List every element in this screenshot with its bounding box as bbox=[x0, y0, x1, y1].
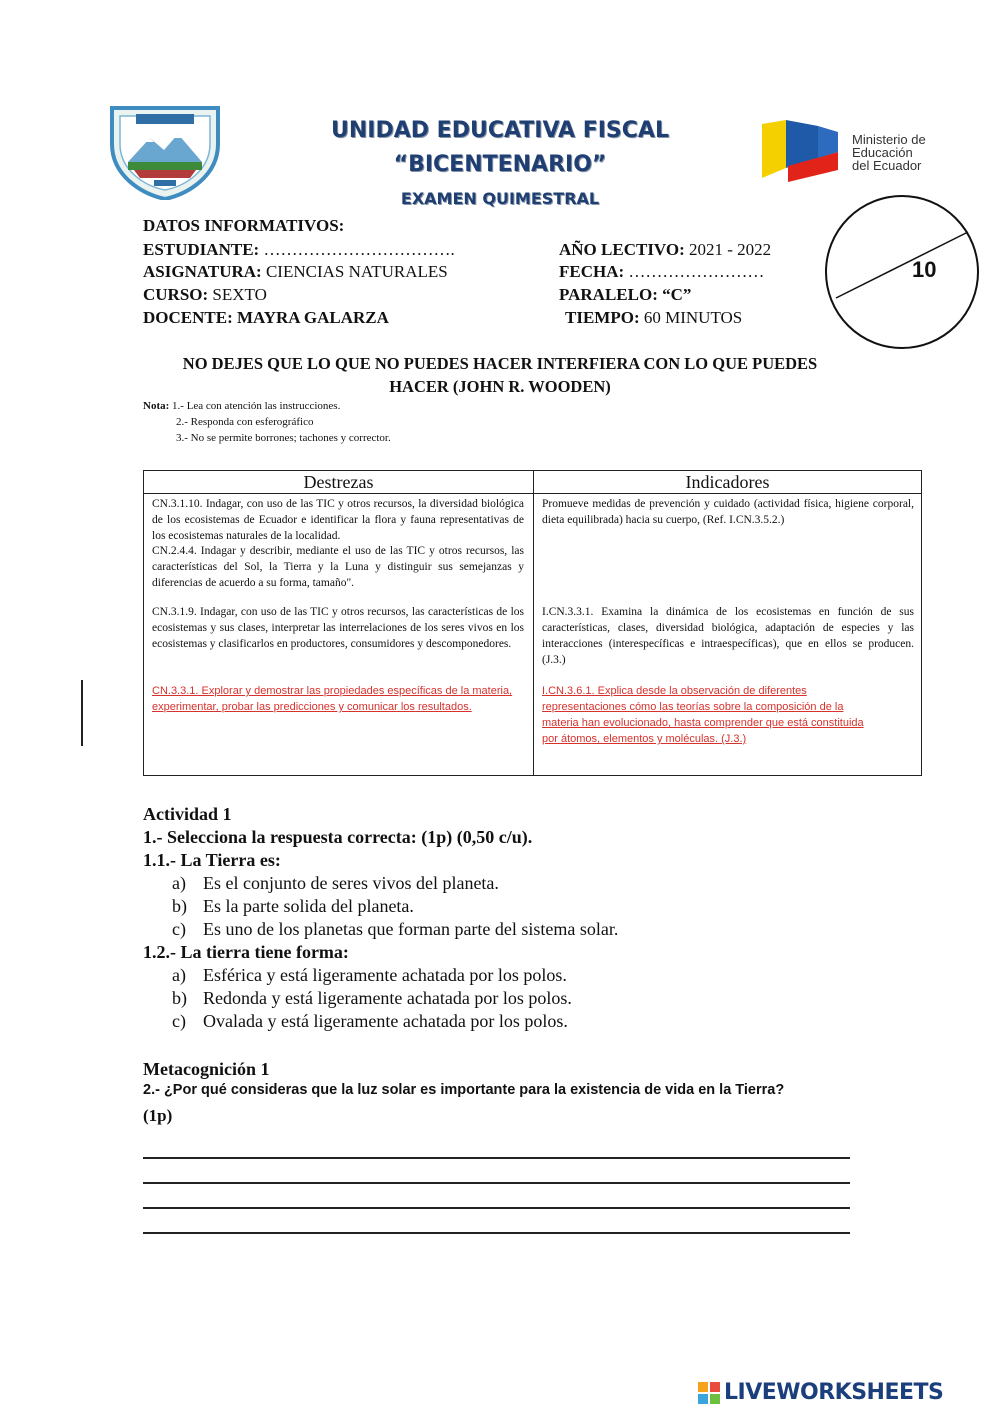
parallel: PARALELO: “C” bbox=[559, 285, 692, 304]
score-total: 10 bbox=[912, 257, 937, 282]
ministry-line: del Ecuador bbox=[852, 158, 922, 173]
indicador-cell: I.CN.3.3.1. Examina la dinámica de los ecosistemas en función de sus características, clases, diversidad biológica, adaptación de especies y las interacciones (interespecíficas e intraespecíficas), que en ellos se producen. (J.3.) bbox=[542, 606, 914, 666]
course: CURSO: SEXTO bbox=[143, 285, 267, 304]
notes-label: Nota: bbox=[143, 400, 170, 412]
notes bbox=[143, 398, 391, 446]
info-section-label: DATOS INFORMATIVOS: bbox=[143, 216, 345, 235]
student-field[interactable]: ESTUDIANTE: ……………………………. bbox=[143, 240, 455, 259]
teacher: DOCENTE: MAYRA GALARZA bbox=[143, 308, 389, 327]
exam-title: EXAMEN QUIMESTRAL bbox=[400, 189, 600, 208]
school-name: UNIDAD EDUCATIVA FISCAL bbox=[331, 118, 669, 143]
option-1-1-b[interactable]: b) Es la parte solida del planeta. bbox=[172, 896, 414, 916]
note-item: 3.- No se permite borrones; tachones y corrector. bbox=[176, 432, 391, 444]
option-1-2-c[interactable]: c) Ovalada y está ligeramente achatada por los polos. bbox=[172, 1011, 568, 1031]
destreza-cell: CN.2.4.4. Indagar y describir, mediante el uso de las TIC y otros recursos, las características del Sol, la Tierra y la Luna y distinguir sus semejanzas y diferencias de acuerdo a su forma, tamaño". bbox=[152, 545, 524, 589]
question-1-1: 1.1.- La Tierra es: bbox=[143, 850, 281, 870]
answer-line[interactable] bbox=[143, 1232, 850, 1234]
question-1-2: 1.2.- La tierra tiene forma: bbox=[143, 942, 349, 962]
question-2: 2.- ¿Por qué consideras que la luz solar es importante para la existencia de vida en la Tierra? bbox=[143, 1082, 785, 1098]
indicador-cell-highlight: I.CN.3.6.1. Explica desde la observación de diferentes representaciones cómo las teorías sobre la composición de la materia han evolucionado, hasta comprender que está constituida por átomos, elementos y moléculas. (J.3.) bbox=[542, 685, 864, 745]
destreza-cell: CN.3.1.9. Indagar, con uso de las TIC y otros recursos, las características de los ecosistemas y sus clases, interpretar las interrelaciones de los seres vivos en los ecosistemas y clasificarlos en productores, consumidores y descomponedores. bbox=[152, 606, 524, 650]
skills-table bbox=[143, 470, 922, 776]
indicador-cell: Promueve medidas de prevención y cuidado (actividad física, higiene corporal, dieta equilibrada) hacia su cuerpo, (Ref. I.CN.3.5.2.) bbox=[542, 498, 914, 526]
motto-line: HACER (JOHN R. WOODEN) bbox=[389, 377, 611, 396]
option-1-1-c[interactable]: c) Es uno de los planetas que forman parte del sistema solar. bbox=[172, 919, 619, 939]
answer-line[interactable] bbox=[143, 1157, 850, 1159]
option-1-1-a[interactable]: a) Es el conjunto de seres vivos del planeta. bbox=[172, 873, 499, 893]
grade-circle bbox=[822, 192, 982, 352]
table-header-destrezas: Destrezas bbox=[303, 472, 374, 492]
option-1-2-b[interactable]: b) Redonda y está ligeramente achatada por los polos. bbox=[172, 988, 572, 1008]
school-year: AÑO LECTIVO: 2021 - 2022 bbox=[559, 240, 772, 259]
question-1: 1.- Selecciona la respuesta correcta: (1p) (0,50 c/u). bbox=[143, 827, 533, 847]
destreza-cell-highlight: CN.3.3.1. Explorar y demostrar las propiedades específicas de la materia, experimentar, probar las predicciones y comunicar los resultados. bbox=[152, 685, 513, 713]
time-limit: TIEMPO: 60 MINUTOS bbox=[565, 308, 743, 327]
table-header-indicadores: Indicadores bbox=[685, 472, 770, 492]
answer-line[interactable] bbox=[143, 1207, 850, 1209]
liveworksheets-brand: LIVEWORKSHEETS bbox=[724, 1380, 944, 1405]
ministry-line: Ministerio de bbox=[852, 132, 926, 147]
margin-mark bbox=[81, 680, 83, 746]
note-item: 2.- Responda con esferográfico bbox=[176, 416, 314, 428]
date-field[interactable]: FECHA: …………………… bbox=[559, 262, 765, 281]
metacognition-title: Metacognición 1 bbox=[143, 1059, 270, 1079]
option-1-2-a[interactable]: a) Esférica y está ligeramente achatada por los polos. bbox=[172, 965, 567, 985]
destreza-cell: CN.3.1.10. Indagar, con uso de las TIC y otros recursos, la diversidad biológica de los ecosistemas de Ecuador e identificar la flora y fauna representativas de los ecosistemas naturales de la localidad. bbox=[152, 498, 524, 542]
note-item: 1.- Lea con atención las instrucciones. bbox=[172, 400, 341, 412]
motto bbox=[140, 352, 860, 398]
question-2-points: (1p) bbox=[143, 1106, 173, 1125]
activity-title: Actividad 1 bbox=[143, 804, 232, 824]
answer-line[interactable] bbox=[143, 1182, 850, 1184]
liveworksheets-logo-icon bbox=[698, 1382, 720, 1404]
subject: ASIGNATURA: CIENCIAS NATURALES bbox=[143, 262, 448, 281]
motto-line: NO DEJES QUE LO QUE NO PUEDES HACER INTERFIERA CON LO QUE PUEDES bbox=[182, 354, 818, 373]
ministry-line: Educación bbox=[852, 145, 913, 160]
school-name-quote: “BICENTENARIO” bbox=[393, 152, 607, 177]
